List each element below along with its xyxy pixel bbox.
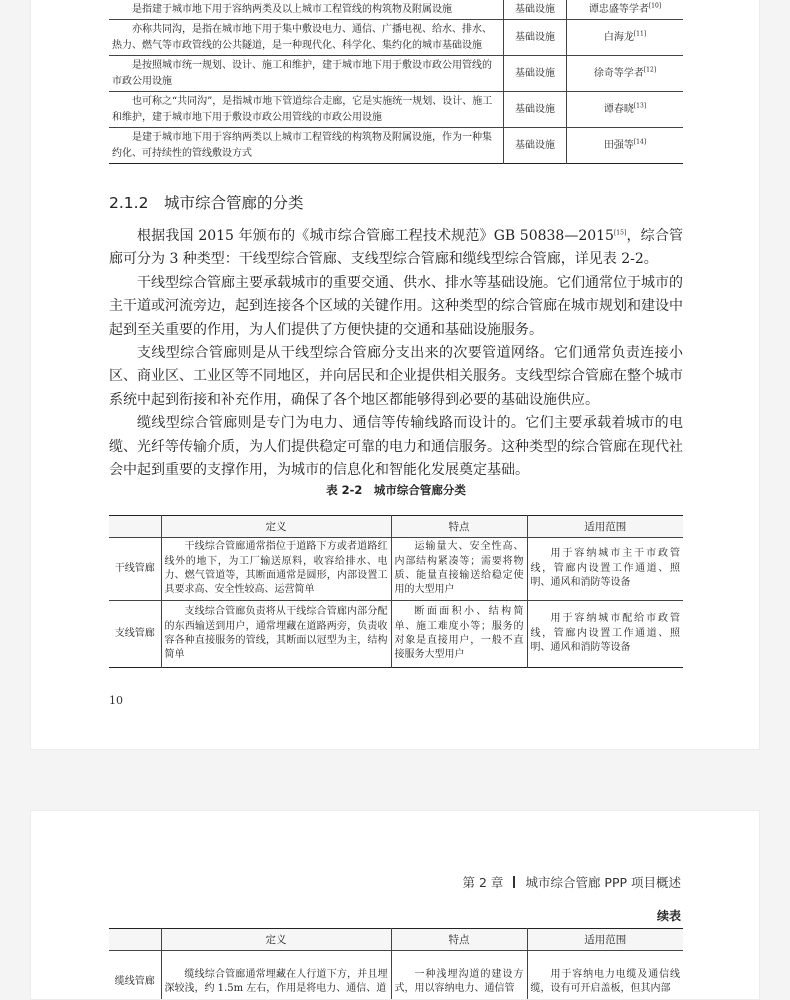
- header-scope: 适用范围: [527, 516, 683, 538]
- classification-table-continued: [109, 928, 683, 1000]
- type-cell: 基础设施: [504, 56, 567, 92]
- category-name: 支线管廊: [109, 601, 161, 668]
- type-cell: 基础设施: [504, 128, 567, 164]
- table-row: [109, 92, 683, 128]
- chapter-label: 第 2 章: [463, 875, 504, 890]
- paragraph: 干线型综合管廊主要承载城市的重要交通、供水、排水等基础设施。它们通常位于城市的主干道或河流旁边，起到连接各个区域的关键作用。这种类型的综合管廊在城市规划和建设中起到至关重要的作用，为人们提供了方便快捷的交通和基础设施服务。: [109, 272, 683, 342]
- header-definition: 定义: [161, 516, 391, 538]
- header-definition: 定义: [161, 929, 391, 951]
- header-blank: [109, 516, 161, 538]
- citation-ref: [10]: [649, 2, 661, 9]
- separator-bar: [513, 876, 515, 888]
- definition-cell: 缆线综合管廊通常埋藏在人行道下方，并且埋深较浅，约 1.5m 左右，作用是将电力、通信、道: [161, 951, 391, 1000]
- source-author: 徐奇等学者: [594, 68, 644, 79]
- scope-cell: 用于容纳城市配给市政管线，管廊内设置工作通道、照明、通风和消防等设备: [527, 601, 683, 668]
- source-cell: [567, 0, 684, 20]
- paragraph: 缆线型综合管廊则是专门为电力、通信等传输线路而设计的。它们主要承载着城市的电缆、光纤等传输介质，为人们提供稳定可靠的电力和通信服务。这种类型的综合管廊在现代社会中起到重要的支撑作用，为城市的信息化和智能化发展奠定基础。: [109, 412, 683, 482]
- definition-cell: 是指建于城市地下用于容纳两类及以上城市工程管线的构筑物及附属设施: [109, 0, 504, 20]
- definition-cell: 是建于城市地下用于容纳两类以上城市工程管线的构筑物及附属设施，作为一种集约化、可持续性的管线敷设方式: [109, 128, 504, 164]
- source-cell: [567, 128, 684, 164]
- citation-ref: [11]: [634, 30, 646, 37]
- header-features: 特点: [391, 516, 527, 538]
- source-cell: [567, 92, 684, 128]
- source-cell: [567, 56, 684, 92]
- header-scope: 适用范围: [527, 929, 683, 951]
- definition-cell: 支线综合管廊负责将从干线综合管廊内部分配的东西输送到用户，通常埋藏在道路两旁，负责收容各种直接服务的管线，其断面以冠型为主，结构简单: [161, 601, 391, 668]
- citation-ref: [12]: [644, 66, 656, 73]
- paragraph: 支线型综合管廊则是从干线型综合管廊分支出来的次要管道网络。它们通常负责连接小区、商业区、工业区等不同地区，并向居民和企业提供相关服务。支线型综合管廊在整个城市系统中起到衔接和补充作用，确保了各个地区都能够得到必要的基础设施供应。: [109, 342, 683, 412]
- type-cell: 基础设施: [504, 92, 567, 128]
- source-author: 白海龙: [604, 32, 634, 43]
- table-header-row: [109, 929, 683, 951]
- definition-cell: 也可称之“共同沟”，是指城市地下管道综合走廊，它是实施统一规划、设计、施工和维护，建于城市地下用于敷设市政公用管线的市政公用设施: [109, 92, 504, 128]
- type-cell: 基础设施: [504, 0, 567, 20]
- table-row: [109, 601, 683, 668]
- body-text: [109, 225, 683, 482]
- table-row: [109, 538, 683, 601]
- section-title: 城市综合管廊的分类: [164, 194, 304, 212]
- classification-table: [109, 515, 683, 668]
- source-author: 谭春晓: [604, 104, 634, 115]
- table-row: [109, 128, 683, 164]
- chapter-title: 城市综合管廊 PPP 项目概述: [525, 875, 681, 890]
- section-heading: [109, 191, 303, 213]
- scope-cell: 用于容纳城市主干市政管线，管廊内设置工作通道、照明、通风和消防等设备: [527, 538, 683, 601]
- document-page-10: [30, 0, 760, 750]
- source-author: 谭忠盛等学者: [589, 4, 649, 15]
- paragraph-text: 根据我国 2015 年颁布的《城市综合管廊工程技术规范》GB 50838—2015: [137, 228, 614, 244]
- source-author: 田强等: [604, 140, 634, 151]
- features-cell: 断面面积小、结构简单、施工难度小等；服务的对象是直接用户，一般不直接服务大型用户: [391, 601, 527, 668]
- features-cell: 运输量大、安全性高、内部结构紧凑等；需要将物质、能量直接输送给稳定使用的大型用户: [391, 538, 527, 601]
- table-row: [109, 951, 683, 1000]
- scope-cell: 用于容纳电力电缆及通信线缆，设有可开启盖板，但其内部: [527, 951, 683, 1000]
- table-header-row: [109, 516, 683, 538]
- definition-cell: 是按照城市统一规划、设计、施工和维护，建于城市地下用于敷设市政公用管线的市政公用设施: [109, 56, 504, 92]
- header-blank: [109, 929, 161, 951]
- concept-definition-table: [109, 0, 683, 164]
- table-row: [109, 56, 683, 92]
- features-cell: 一种浅埋沟道的建设方式，用以容纳电力、通信管: [391, 951, 527, 1000]
- section-number: 2.1.2: [109, 194, 148, 212]
- definition-cell: 干线综合管廊通常指位于道路下方或者道路红线外的地下，为工厂输送原料，收容给排水、电力、燃气管道等，其断面通常是圆形，内部设置工具要求高、安全性较高、运营简单: [161, 538, 391, 601]
- paragraph: [109, 225, 683, 272]
- document-page-11: [30, 810, 760, 1000]
- citation-ref: [15]: [614, 229, 626, 236]
- type-cell: 基础设施: [504, 20, 567, 56]
- header-features: 特点: [391, 929, 527, 951]
- citation-ref: [13]: [634, 102, 646, 109]
- continued-label: 续表: [657, 907, 681, 924]
- table-row: [109, 0, 683, 20]
- citation-ref: [14]: [634, 138, 646, 145]
- paragraph-text: ，综合管廊可分为 3 种类型：干线型综合管廊、支线型综合管廊和缆线型综合管廊，详见表 2-2。: [109, 228, 683, 267]
- source-cell: [567, 20, 684, 56]
- category-name: 缆线管廊: [109, 951, 161, 1000]
- definition-cell: 亦称共同沟，是指在城市地下用于集中敷设电力、通信、广播电视、给水、排水、热力、燃气等市政管线的公共隧道，是一种现代化、科学化、集约化的城市基础设施: [109, 20, 504, 56]
- category-name: 干线管廊: [109, 538, 161, 601]
- page-number: 10: [109, 694, 123, 707]
- table-caption: 表 2-2 城市综合管廊分类: [109, 482, 683, 498]
- running-head: [463, 873, 681, 891]
- table-row: [109, 20, 683, 56]
